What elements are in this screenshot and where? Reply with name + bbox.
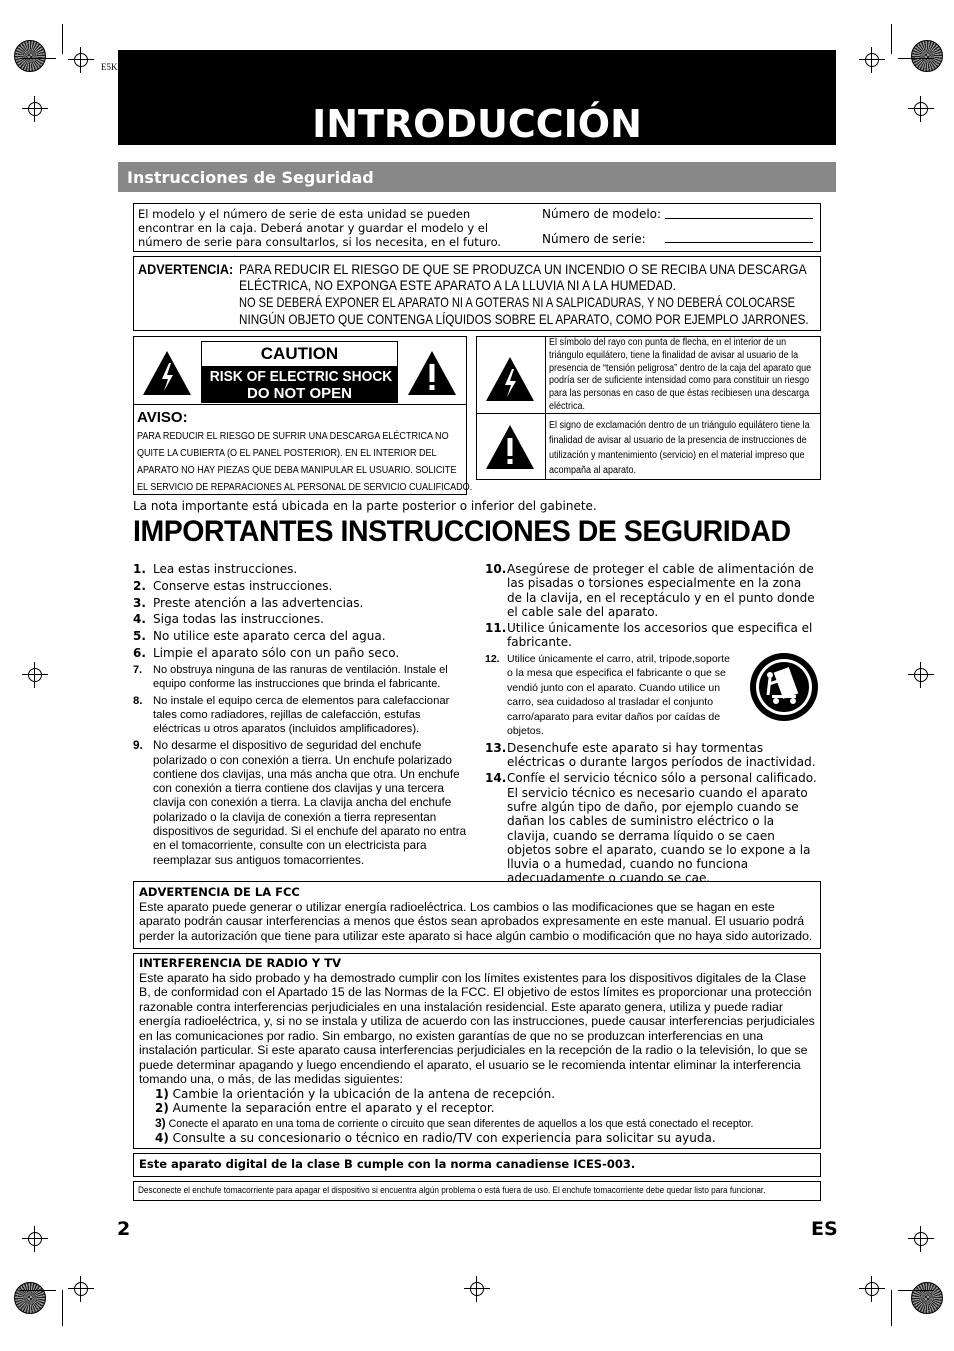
page-title: INTRODUCCIÓN — [312, 102, 642, 146]
title-bar — [118, 50, 836, 145]
language-code: ES — [811, 1218, 838, 1240]
crosshair-mark — [22, 1226, 48, 1252]
model-serial-box — [133, 203, 821, 252]
list-item: 7. No obstruya ninguna de las ranuras de ventilación. Instale el equipo conforme las instrucciones que brinda el fabricante. — [133, 663, 448, 691]
radio-tv-text: Este aparato ha sido probado y ha demostrado cumplir con los límites existentes para los dispositivos digitales de la Clase B, de conformidad con el Apartado 15 de las Normas de la FCC. El objetivo de estos límites es proporcionar una protección razonable contra interferencias perjudiciales en una instalación residencial. Este aparato genera, utiliza y puede radiar energía radioeléctrica, y, si no se instala y utiliza de acuerdo con las instrucciones, puede causar interferencias perjudiciales en las comunicaciones por radio. Sin embargo, no existen garantías de que no se produzcan interferencias en una instalación particular. Si este aparato causa interferencias perjudiciales en la recepción de la radio o la televisión, lo que se puede determinar apagando y luego encendiendo el aparato, el usuario se le recomienda intentar eliminar la interferencia tomando una, o más, de las medidas siguientes: — [139, 970, 815, 1086]
exclamation-triangle-icon — [484, 423, 536, 471]
section-bar — [118, 162, 836, 192]
caution-sub-1: RISK OF ELECTRIC SHOCK — [209, 368, 393, 385]
aviso-label: AVISO: — [137, 409, 188, 426]
exclamation-triangle-icon — [406, 349, 458, 397]
model-number-line — [665, 218, 813, 219]
crosshair-mark — [68, 1276, 94, 1302]
measure-item: 2) Aumente la separación entre el aparato y el receptor. — [155, 1101, 495, 1115]
warning-box — [133, 256, 821, 331]
crosshair-mark — [908, 662, 934, 688]
instructions-left-column — [133, 562, 471, 868]
fcc-title: ADVERTENCIA DE LA FCC — [139, 885, 300, 899]
crosshair-mark — [908, 1226, 934, 1252]
list-item: 8. No instale el equipo cerca de elementos para calefaccionar tales como radiadores, rejillas de calefacción, estufas eléctricas u otros aparatos (incluidos amplificadores). — [133, 694, 450, 736]
list-item: 6. Limpie el aparato sólo con un paño seco. — [133, 645, 400, 660]
crosshair-mark — [22, 96, 48, 122]
page-code: E5K — [101, 62, 118, 72]
registration-mark-bottom-right — [911, 1282, 943, 1314]
list-item: 14. Confíe el servicio técnico sólo a personal calificado. El servicio técnico es necesario cuando el aparato sufre algún tipo de daño, por ejemplo cuando se dañan los cables de suministro eléctrico o la clavija, cuando se derrama líquido o se caen objetos sobre el aparato, cuando se lo expone a la lluvia o a humedad, cuando no funciona adecuadamente o cuando se cae. — [485, 771, 817, 886]
list-item: 1. Lea estas instrucciones. — [133, 562, 298, 576]
canada-compliance-text: Este aparato digital de la clase B cumple con la norma canadiense ICES-003. — [139, 1157, 636, 1171]
registration-mark-top-left — [14, 40, 46, 72]
trim-line — [62, 1290, 63, 1326]
aviso-line-3: APARATO NO HAY PIEZAS QUE DEBA MANIPULAR EL USUARIO. SOLICITE — [137, 464, 457, 476]
warning-label: ADVERTENCIA: — [138, 261, 234, 277]
crosshair-mark — [908, 96, 934, 122]
crosshair-mark — [68, 47, 94, 73]
radio-tv-title: INTERFERENCIA DE RADIO Y TV — [139, 956, 341, 970]
trim-line — [20, 58, 56, 59]
warning-line-1: PARA REDUCIR EL RIESGO DE QUE SE PRODUZCA UN INCENDIO O SE RECIBA UNA DESCARGA — [239, 261, 807, 277]
placement-note: La nota importante está ubicada en la parte posterior o inferior del gabinete. — [133, 499, 597, 513]
lightning-triangle-icon — [484, 355, 536, 403]
instructions-right-column — [485, 562, 820, 886]
trim-line — [20, 1290, 56, 1291]
warning-line-2: ELÉCTRICA, NO EXPONGA ESTE APARATO A LA LLUVIA NI A LA HUMEDAD. — [239, 277, 677, 293]
warning-line-3: NO SE DEBERÁ EXPONER EL APARATO NI A GOTERAS NI A SALPICADURAS, Y NO DEBERÁ COLOCARSE — [239, 294, 796, 310]
caution-sub-2: DO NOT OPEN — [246, 385, 352, 402]
list-item: 12. Utilice únicamente el carro, atril, trípode,soporte o la mesa que especifica el fabricante o que se vendió junto con el aparato. Cuando utilice un carro, sea cuidadoso al trasladar el conjunto carro/aparato para evitar daños por caídas de objetos. — [485, 652, 730, 738]
registration-mark-top-right — [911, 40, 943, 72]
serial-number-label: Número de serie: — [542, 232, 646, 246]
important-safety-title: IMPORTANTES INSTRUCCIONES DE SEGURIDAD — [133, 515, 791, 548]
cart-warning-icon — [748, 651, 820, 723]
disconnect-note-text: Desconecte el enchufe tomacorriente para apagar el dispositivo si encuentra algún problema o está fuera de uso. El enchufe tomacorriente debe quedar listo para funcionar. — [138, 1185, 766, 1196]
canada-compliance-box — [133, 1153, 821, 1177]
page-number: 2 — [117, 1218, 131, 1240]
model-number-label: Número de modelo: — [542, 207, 662, 221]
trim-line — [891, 24, 892, 54]
measure-item: 4) Consulte a su concesionario o técnico en radio/TV con experiencia para solicitar su ayuda. — [155, 1131, 716, 1145]
fcc-warning-box — [133, 881, 821, 949]
trim-line — [891, 1290, 892, 1326]
warning-line-4: NINGÚN OBJETO QUE CONTENGA LÍQUIDOS SOBRE EL APARATO, COMO POR EJEMPLO JARRONES. — [239, 311, 809, 327]
caution-divider — [134, 404, 466, 405]
crosshair-mark — [859, 47, 885, 73]
aviso-line-2: QUITE LA CUBIERTA (O EL PANEL POSTERIOR). EN EL INTERIOR DEL — [137, 447, 437, 459]
fcc-text: Este aparato puede generar o utilizar energía radioeléctrica. Los cambios o las modificaciones que se hagan en este aparato podrán causar interferencias a menos que éstos sean aprobados expresamente en este manual. El usuario podrá perder la autorización que tiene para utilizar este aparato si hace algún cambio o modificación que no haya sido autorizado. — [139, 899, 813, 943]
caution-box — [133, 336, 473, 495]
symbol-divider-vertical — [545, 337, 546, 479]
aviso-line-4: EL SERVICIO DE REPARACIONES AL PERSONAL DE SERVICIO CUALIFICADO. — [137, 481, 473, 493]
list-item: 13. Desenchufe este aparato si hay tormentas eléctricas o durante largos períodos de inactividad. — [485, 740, 816, 770]
registration-mark-bottom-left — [14, 1282, 46, 1314]
serial-number-line — [665, 242, 813, 243]
section-title: Instrucciones de Seguridad — [127, 168, 374, 187]
lightning-triangle-icon — [141, 349, 193, 397]
list-item: 10. Asegúrese de proteger el cable de alimentación de las pisadas o torsiones especialmente en la zona de la clavija, en el receptáculo y en el punto donde el cable sale del aparato. — [485, 562, 815, 619]
exclamation-symbol-text: El signo de exclamación dentro de un triángulo equilátero tiene la finalidad de avisar al usuario de la presencia de instrucciones de utilización y mantenimiento (servicio) en el material impreso que acompaña al aparato. — [549, 420, 810, 476]
lightning-symbol-text: El símbolo del rayo con punta de flecha, en el interior de un triángulo equilátero, tiene la finalidad de avisar al usuario de la presencia de “tensión peligrosa” dentro de la caja del aparato que podría ser de suficiente intensidad como para constituir un riesgo para las personas en caso de que éstas recibiesen una descarga eléctrica. — [549, 337, 812, 412]
list-item: 9. No desarme el dispositivo de seguridad del enchufe polarizado o con conexión a tierra. Un enchufe polarizado contiene dos clavijas, una más ancha que otra. Un enchufe con conexión a tierra contiene dos clavijas y una tercera clavija con conexión a tierra. La clavija ancha del enchufe polarizado o la clavija de conexión a tierra representan dispositivos de seguridad. Si el enchufe del aparato no entra en el tomacorriente, consulte con un electricista para reemplazar sus antiguos tomacorrientes. — [133, 739, 467, 867]
symbol-explanation-box — [476, 336, 821, 480]
model-box-text: El modelo y el número de serie de esta unidad se pueden encontrar en la caja. Deberá anotar y guardar el modelo y el número de serie para consultarlos, si los necesita, en el futuro. — [138, 207, 502, 249]
disconnect-note-box — [133, 1181, 821, 1201]
list-item: 4. Siga todas las instrucciones. — [133, 612, 324, 627]
trim-line — [898, 58, 934, 59]
crosshair-mark — [464, 1276, 490, 1302]
crosshair-mark — [859, 1276, 885, 1302]
caution-title: CAUTION — [260, 344, 339, 363]
caution-label-block — [201, 341, 398, 403]
list-item: 11. Utilice únicamente los accesorios que especifica el fabricante. — [485, 621, 813, 650]
list-item: 2. Conserve estas instrucciones. — [133, 578, 333, 593]
trim-line — [62, 24, 63, 54]
measure-item: 1) Cambie la orientación y la ubicación de la antena de recepción. — [155, 1086, 556, 1101]
crosshair-mark — [22, 662, 48, 688]
list-item: 3. Preste atención a las advertencias. — [133, 595, 364, 610]
trim-line — [898, 1290, 934, 1291]
list-item: 5. No utilice este aparato cerca del agua. — [133, 629, 386, 644]
radio-tv-box — [133, 953, 821, 1149]
measure-item: 3) Conecte el aparato en una toma de corriente o circuito que sean diferentes de aquellos a los que está conectado el receptor. — [155, 1115, 754, 1130]
aviso-line-1: PARA REDUCIR EL RIESGO DE SUFRIR UNA DESCARGA ELÉCTRICA NO — [137, 430, 449, 442]
